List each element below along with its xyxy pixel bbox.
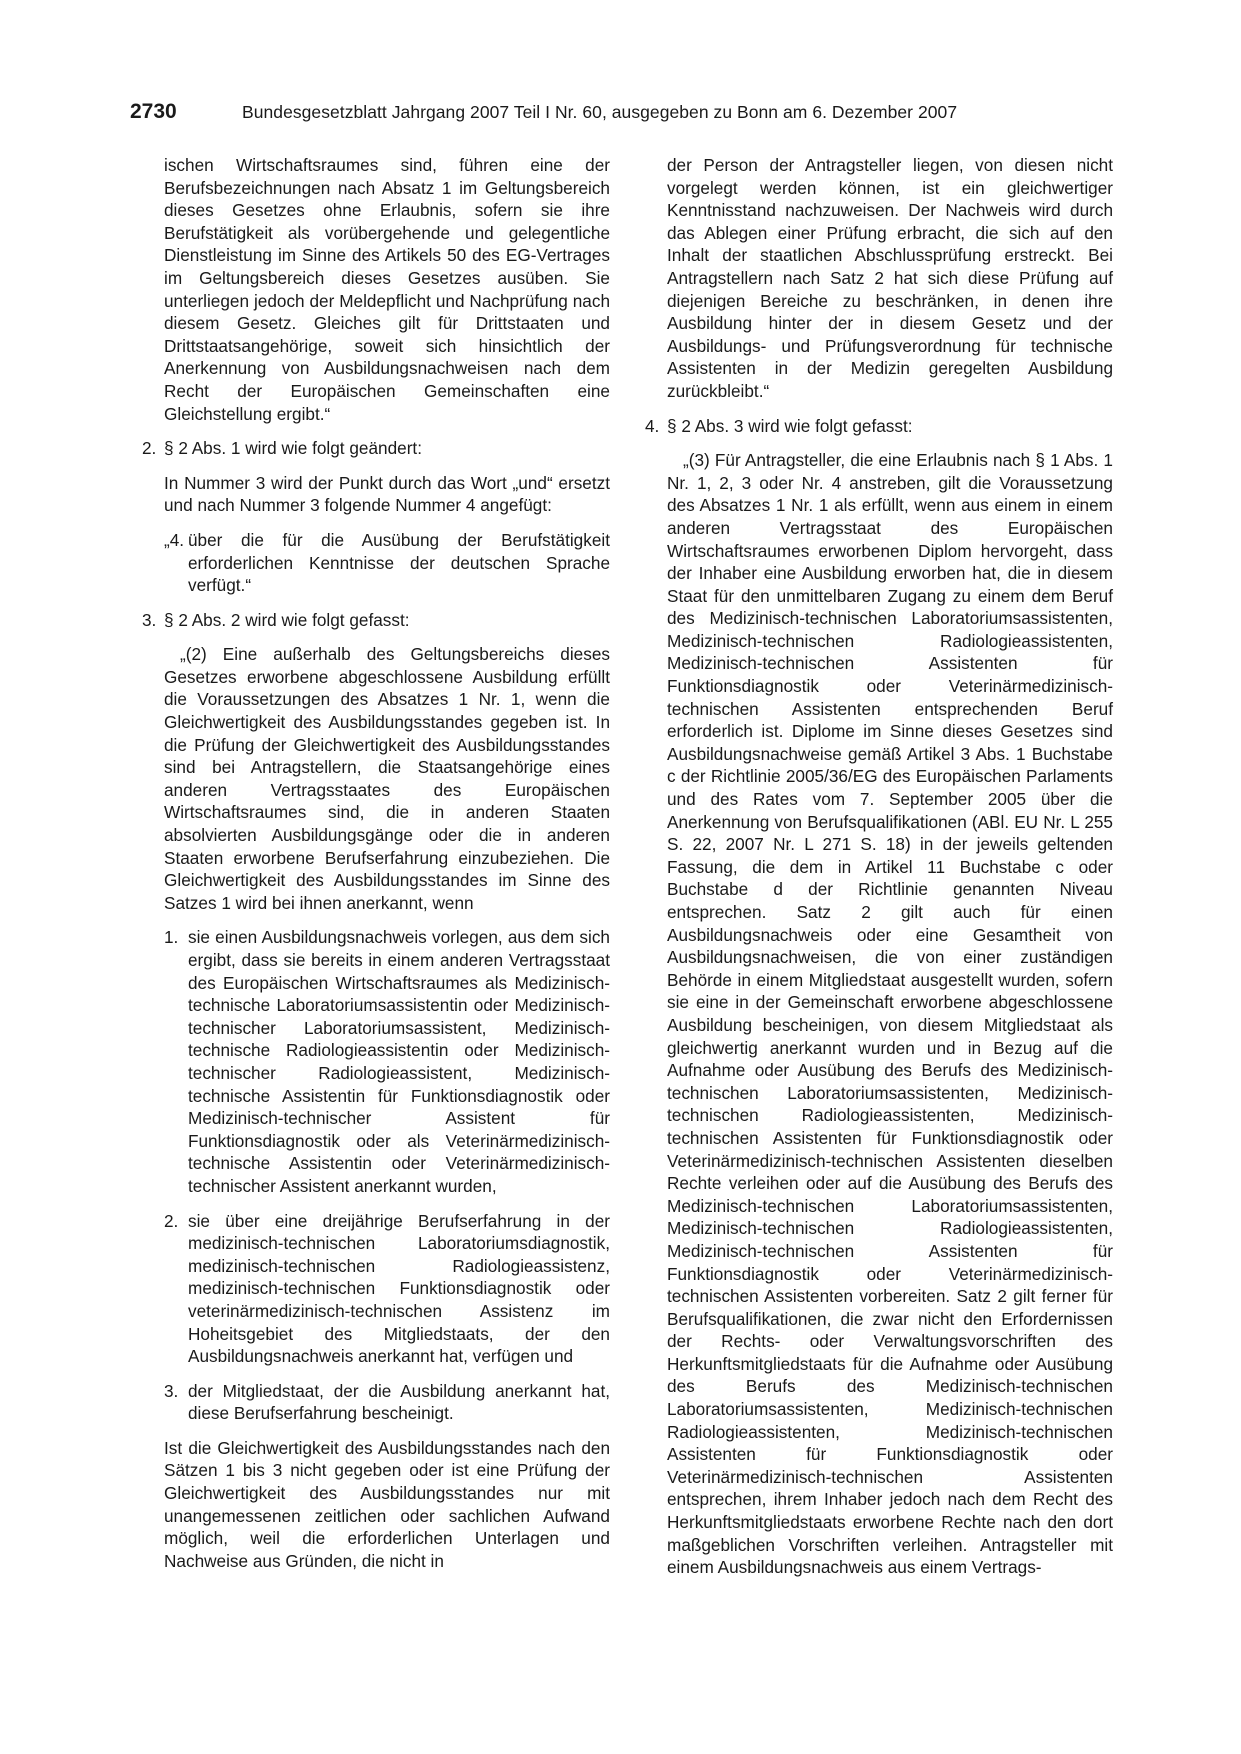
list-item-title: § 2 Abs. 3 wird wie folgt gefasst: [667,415,913,436]
condition-item-1 [142,926,610,1197]
list-number: 2. [142,438,157,459]
list-item-2 [142,437,610,460]
paragraph-2-text: „(2) Eine außerhalb des Geltungsbereichs dieses Gesetzes erworbene abgeschlossene Ausbildung erfüllt die Voraussetzungen des Absatzes 1 Nr. 1, wenn die Gleichwertigkeit des Ausbildungsstandes gegeben ist. In die Prüfung der Gleichwertigkeit des Ausbildungsstandes sind bei Antragstellern, die Staatsangehörige eines anderen Vertragsstaates des Europäischen Wirtschaftsraumes sind, die in anderen Staaten absolvierten Ausbildungsgänge oder die in anderen Staaten erworbene Berufserfahrung einzubeziehen. Die Gleichwertigkeit des Ausbildungsstandes im Sinne des Satzes 1 wird bei ihnen anerkannt, wenn [164,644,610,913]
list-item-title: § 2 Abs. 1 wird wie folgt geändert: [164,438,422,459]
list-number: 4. [645,415,660,436]
list-item-title: § 2 Abs. 2 wird wie folgt gefasst: [164,609,410,630]
left-column [142,154,610,1584]
condition-text: sie über eine dreijährige Berufserfahrung in der medizinisch-technischen Laboratoriumsdiagnostik, medizinisch-technischen Radiologieassistenz, medizinisch-technischen Funktionsdiagnostik oder veterinärmedizinisch-technischen Assistenz im Hoheitsgebiet des Mitgliedstaats, der den Ausbildungsnachweis anerkannt hat, verfügen und [188,1210,610,1367]
list-number: 1. [164,927,179,948]
list-item-3 [142,609,610,632]
closing-paragraph: Ist die Gleichwertigkeit des Ausbildungsstandes nach den Sätzen 1 bis 3 nicht gegeben oder ist eine Prüfung der Gleichwertigkeit des Ausbildungsstandes nur mit unangemessenen zeitlichen oder sachlichen Aufwand möglich, weil die erforderlichen Unterlagen und Nachweise aus Gründen, die nicht in [164,1437,610,1571]
list-number: 3. [164,1380,179,1401]
condition-item-3 [142,1380,610,1425]
running-head: Bundesgesetzblatt Jahrgang 2007 Teil I Nr. 60, ausgegeben zu Bonn am 6. Dezember 2007 [242,102,958,122]
quoted-item-4 [142,529,610,597]
list-number: 3. [142,609,157,630]
quoted-item-text: über die für die Ausübung der Berufstätigkeit erforderlichen Kenntnisse der deutschen Sprache verfügt.“ [188,529,610,596]
page-header [130,100,1110,130]
paragraph-3-text: „(3) Für Antragsteller, die eine Erlaubnis nach § 1 Abs. 1 Nr. 1, 2, 3 oder Nr. 4 anstreben, gilt die Voraussetzung des Absatzes 1 Nr. 1 als erfüllt, wenn aus einem in einem anderen Vertragsstaat des Europäischen Wirtschaftsraumes erworbenen Diplom hervorgeht, dass der Inhaber eine Ausbildung erworben hat, die in diesem Staat für den unmittelbaren Zugang zu einem dem Beruf des Medizinisch-technischen Laboratoriumsassistenten, Medizinisch-technischen Radiologieassistenten, Medizinisch-technischen Assistenten für Funktionsdiagnostik oder Veterinärmedizinisch-technischen Assistenten entsprechenden Beruf erforderlich ist. Diplome im Sinne dieses Gesetzes sind Ausbildungsnachweise gemäß Artikel 3 Abs. 1 Buchstabe c der Richtlinie 2005/36/EG des Europäischen Parlaments und des Rates vom 7. September 2005 über die Anerkennung von Berufsqualifikationen (ABl. EU Nr. L 255 S. 22, 2007 Nr. L 271 S. 18) in der jeweils geltenden Fassung, die dem in Artikel 11 Buchstabe c oder Buchstabe d der Richtlinie genannten Niveau entsprechen. Satz 2 gilt auch für einen Ausbildungsnachweis oder eine Gesamtheit von Ausbildungsnachweisen, die von einer zuständigen Behörde in einem Mitgliedstaat ausgestellt wurden, sofern sie eine in der Gemeinschaft erworbene abgeschlossene Ausbildung bescheinigen, von diesem Mitgliedstaat als gleichwertig anerkannt wurden und in Bezug auf die Aufnahme oder Ausübung des Berufs des Medizinisch-technischen Laboratoriumsassistenten, Medizinisch-technischen Radiologieassistenten, Medizinisch-technischen Assistenten für Funktionsdiagnostik oder Veterinärmedizinisch-technischen Assistenten dieselben Rechte verleihen oder auf die Ausübung des Berufs des Medizinisch-technischen Laboratoriumsassistenten, Medizinisch-technischen Radiologieassistenten, Medizinisch-technischen Assistenten für Funktionsdiagnostik oder Veterinärmedizinisch-technischen Assistenten vorbereiten. Satz 2 gilt ferner für Berufsqualifikationen, die zwar nicht den Erfordernissen der Rechts- oder Verwaltungsvorschriften des Herkunftsmitgliedstaats für die Aufnahme oder Ausübung des Berufs des Medizinisch-technischen Laboratoriumsassistenten, Medizinisch-technischen Radiologieassistenten, Medizinisch-technischen Assistenten für Funktionsdiagnostik oder Veterinärmedizinisch-technischen Assistenten entsprechen, ihrem Inhaber jedoch nach dem Recht des Herkunftsmitgliedstaats erworbene Rechte nach den dort maßgeblichen Vorschriften verleihen. Antragsteller mit einem Ausbildungsnachweis aus einem Vertrags- [667,450,1113,1578]
list-number: 2. [164,1210,179,1231]
condition-text: sie einen Ausbildungsnachweis vorlegen, aus dem sich ergibt, dass sie bereits in einem anderen Vertragsstaat des Europäischen Wirtschaftsraumes als Medizinisch-technische Laboratoriumsassistentin oder Medizinisch-technischer Laboratoriumsassistent, Medizinisch-technische Radiologieassistentin oder Medizinisch-technischer Radiologieassistent, Medizinisch-technische Assistentin für Funktionsdiagnostik oder Medizinisch-technischer Assistent für Funktionsdiagnostik oder als Veterinärmedizinisch-technische Assistentin oder Veterinärmedizinisch-technischer Assistent anerkannt wurden, [188,927,610,1196]
condition-item-2 [142,1210,610,1368]
list-item-4 [645,415,1113,438]
list-number: „4. [164,529,185,550]
right-column [645,154,1113,1591]
page-number: 2730 [130,100,177,123]
continuation-paragraph: ischen Wirtschaftsraumes sind, führen eine der Berufsbezeichnungen nach Absatz 1 im Geltungsbereich dieses Gesetzes ohne Erlaubnis, sofern sie ihre Berufstätigkeit als vorübergehende und gelegentliche Dienstleistung im Sinne des Artikels 50 des EG-Vertrages im Geltungsbereich dieses Gesetzes ausüben. Sie unterliegen jedoch der Meldepflicht und Nachprüfung nach diesem Gesetz. Gleiches gilt für Drittstaaten und Drittstaatsangehörige, soweit sich hinsichtlich der Anerkennung von Ausbildungsnachweisen nach dem Recht der Europäischen Gemeinschaften eine Gleichstellung ergibt.“ [164,155,610,424]
continuation-paragraph: der Person der Antragsteller liegen, von diesen nicht vorgelegt werden können, ist ein gleichwertiger Kenntnisstand nachzuweisen. Der Nachweis wird durch das Ablegen einer Prüfung erbracht, die sich auf den Inhalt der staatlichen Abschlussprüfung erstreckt. Bei Antragstellern nach Satz 2 hat sich diese Prüfung auf diejenigen Bereiche zu beschränken, in denen ihre Ausbildung hinter der in diesem Gesetz und der Ausbildungs- und Prüfungsverordnung für technische Assistenten in der Medizin geregelten Ausbildung zurückbleibt.“ [667,155,1113,401]
condition-text: der Mitgliedstaat, der die Ausbildung anerkannt hat, diese Berufserfahrung bescheinigt. [188,1380,610,1424]
amendment-text: In Nummer 3 wird der Punkt durch das Wort „und“ ersetzt und nach Nummer 3 folgende Nummer 4 angefügt: [164,472,610,516]
